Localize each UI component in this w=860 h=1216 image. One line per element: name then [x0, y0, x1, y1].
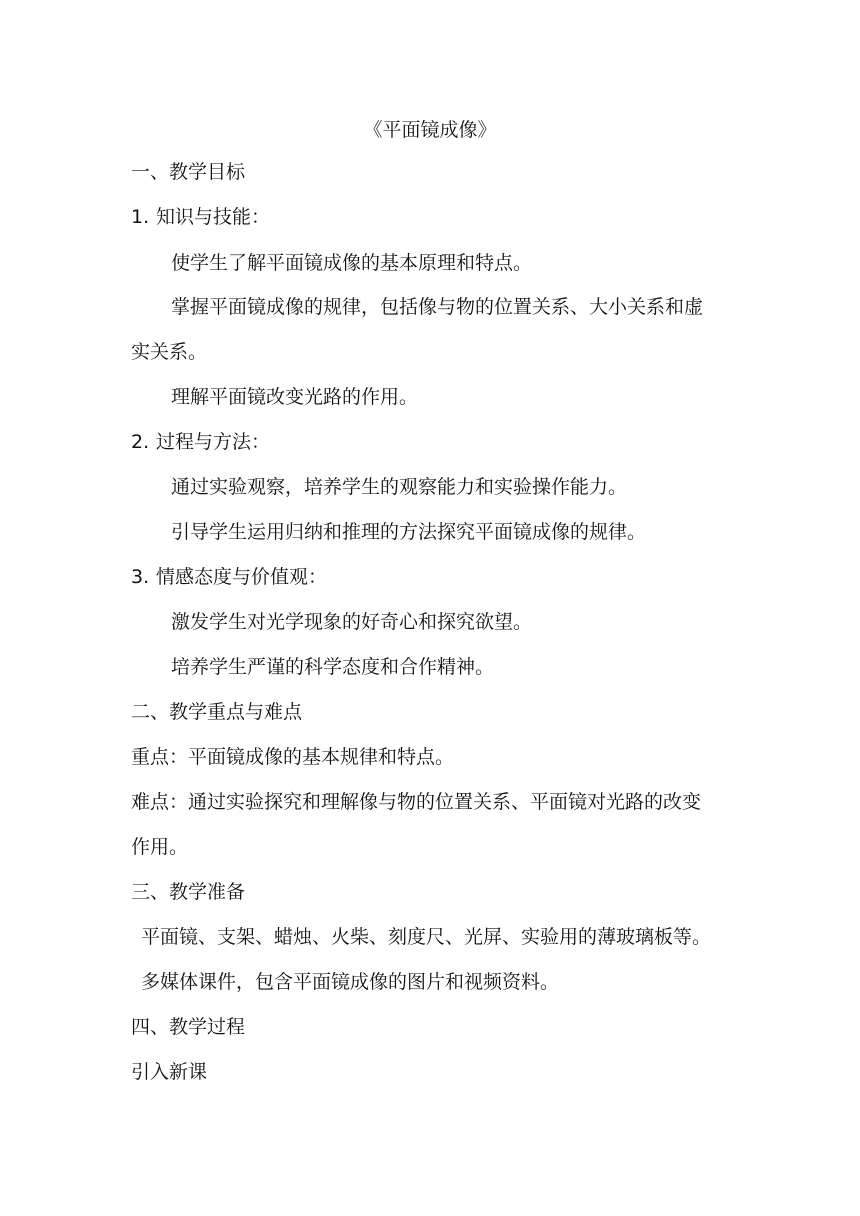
item-process-methods: [131, 430, 270, 454]
difficult-point: 难点：通过实验探究和理解像与物的位置关系、平面镜对光路的改变: [131, 791, 702, 813]
item-number: 2.: [131, 431, 150, 453]
paragraph: 培养学生严谨的科学态度和合作精神。: [171, 656, 495, 678]
paragraph: 掌握平面镜成像的规律，包括像与物的位置关系、大小关系和虚: [171, 296, 704, 318]
item-number: 3.: [131, 566, 150, 588]
section-heading-process: 四、教学过程: [131, 1016, 246, 1038]
item-label: 知识与技能：: [156, 206, 271, 228]
item-label: 过程与方法：: [156, 431, 271, 453]
item-label: 情感态度与价值观：: [156, 566, 328, 588]
item-number: 1.: [131, 206, 150, 228]
paragraph: 激发学生对光学现象的好奇心和探究欲望。: [171, 611, 533, 633]
section-heading-key-points: 二、教学重点与难点: [131, 701, 303, 723]
paragraph: 引导学生运用归纳和推理的方法探究平面镜成像的规律。: [171, 521, 647, 543]
multimedia-materials: 多媒体课件，包含平面镜成像的图片和视频资料。: [141, 971, 560, 993]
paragraph: 理解平面镜改变光路的作用。: [171, 386, 419, 408]
section-heading-objectives: 一、教学目标: [131, 161, 246, 183]
item-knowledge-skills: [131, 205, 270, 229]
document-title: 《平面镜成像》: [363, 119, 497, 141]
subheading-introduction: 引入新课: [131, 1061, 208, 1083]
paragraph: 使学生了解平面镜成像的基本原理和特点。: [171, 252, 533, 274]
paragraph: 通过实验观察，培养学生的观察能力和实验操作能力。: [171, 476, 628, 498]
key-point: 重点：平面镜成像的基本规律和特点。: [131, 746, 455, 768]
section-heading-preparation: 三、教学准备: [131, 881, 246, 903]
difficult-point-continuation: 作用。: [131, 836, 189, 858]
materials-list: 平面镜、支架、蜡烛、火柴、刻度尺、光屏、实验用的薄玻璃板等。: [141, 926, 712, 948]
item-attitudes-values: [131, 565, 327, 589]
paragraph-continuation: 实关系。: [131, 341, 208, 363]
